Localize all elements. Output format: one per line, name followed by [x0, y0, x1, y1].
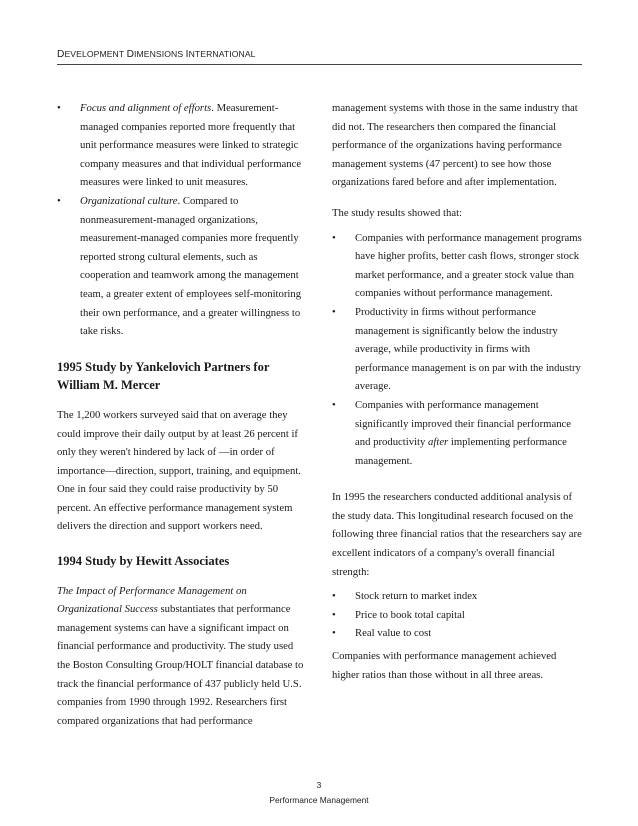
header-initial: D	[126, 49, 135, 60]
bullet-icon	[332, 396, 336, 415]
yankelovich-paragraph: The 1,200 workers surveyed said that on average they could improve their daily output by at least 26 percent if only they weren't hindered by lack of —in order of importance—direction, support, training, and equipment. One in four said they could raise productivity by 50 percent. An effective performance management system delivers the direction and support workers need.	[57, 408, 301, 533]
yankelovich-heading: 1995 Study by Yankelovich Partners for William M. Mercer	[57, 359, 270, 393]
continuation-paragraph: management systems with those in the same industry that did not. The researchers then compared the financial performance of the organizations having performance management systems (47 percent) to see how those organizations fared before and after implementation.	[332, 102, 578, 189]
list-item	[332, 606, 584, 625]
analysis-paragraph: In 1995 the researchers conducted additional analysis of the study data. This longitudinal research focused on the following three financial ratios that the researchers say are excellent indicators of a company's overall financial strength:	[332, 491, 582, 578]
header-word: EVELOPMENT	[64, 49, 125, 59]
page-number: 3	[316, 780, 322, 790]
right-column	[332, 99, 584, 684]
hewitt-paragraph	[57, 582, 307, 731]
bullet-text: . Compared to nonmeasurement-managed organizations, measurement-managed companies more frequently reported strong cultural elements, such as cooperation and teamwork among the management team, a greater extent of employees self-monitoring their own performance, and a greater willingness to take risks.	[80, 194, 302, 338]
result-emphasis: after	[428, 436, 449, 449]
bullet-icon	[57, 192, 61, 211]
list-item	[57, 99, 307, 192]
bullet-term: Focus and alignment of efforts	[80, 102, 212, 114]
result-text: Companies with performance management programs have higher profits, better cash flows, stronger stock market performance, and a greater stock value than companies without performance management.	[355, 231, 582, 300]
bullet-icon	[332, 303, 336, 322]
running-header	[57, 49, 582, 60]
findings-list	[57, 99, 307, 341]
bullet-icon	[332, 587, 336, 606]
header-rule	[57, 64, 582, 65]
header-initial: I	[185, 49, 189, 60]
list-item	[332, 587, 584, 606]
list-item	[332, 229, 584, 303]
bullet-icon	[57, 99, 61, 118]
list-item	[332, 303, 584, 396]
header-word: IMENSIONS	[134, 49, 184, 59]
list-item	[332, 396, 584, 470]
header-word: NTERNATIONAL	[188, 49, 256, 59]
ratios-list	[332, 587, 584, 643]
result-text: implementing performance management.	[355, 436, 567, 467]
hewitt-heading: 1994 Study by Hewitt Associates	[57, 554, 230, 569]
result-text: Productivity in firms without performance management is significantly below the industry average, while productivity in firms with performance management is on par with the industry average.	[355, 305, 581, 393]
left-column	[57, 99, 307, 730]
bullet-term: Organizational culture	[80, 194, 178, 207]
list-item	[57, 192, 307, 341]
bullet-icon	[332, 606, 336, 625]
hewitt-text: substantiates that performance management systems can have a significant impact on financial performance and productivity. The study used the Boston Consulting Group/HOLT financial database to track the financial performance of 437 publicly held U.S. companies from 1990 through 1992. Researchers first compared organizations that had performance	[57, 603, 304, 727]
conclusion-paragraph: Companies with performance management achieved higher ratios than those without in all three areas.	[332, 650, 557, 681]
bullet-text: . Measurement-managed companies reported more frequently that unit performance measures were linked to strategic company measures and that individual performance measures were linked to unit measures.	[80, 102, 302, 189]
ratio-text: Real value to cost	[355, 627, 432, 640]
results-intro: The study results showed that:	[332, 206, 463, 219]
ratio-text: Stock return to market index	[355, 590, 478, 603]
bullet-icon	[332, 229, 336, 248]
result-text: Companies with performance management significantly improved their financial performance and productivity	[355, 398, 572, 449]
results-list	[332, 229, 584, 471]
hewitt-report-title: The Impact of Performance Management on Organizational Success	[57, 584, 247, 616]
list-item	[332, 624, 584, 643]
ratio-text: Price to book total capital	[355, 608, 465, 621]
bullet-icon	[332, 624, 336, 643]
footer-title: Performance Management	[269, 795, 369, 805]
header-initial: D	[57, 49, 65, 60]
